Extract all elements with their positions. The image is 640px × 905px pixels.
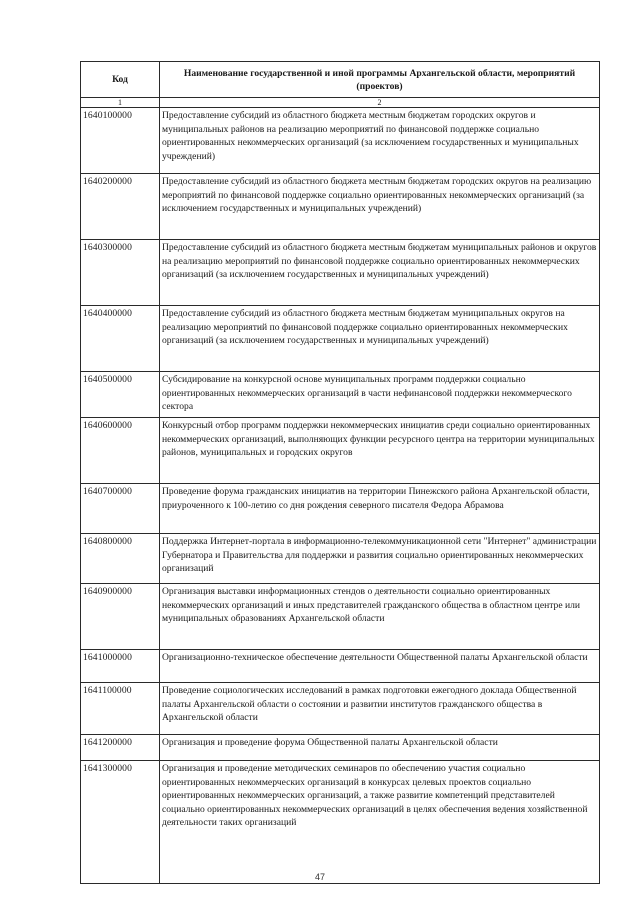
row-code: 1640800000 (81, 534, 160, 584)
row-code: 1641000000 (81, 650, 160, 683)
table-row (81, 683, 600, 735)
row-name: Субсидирование на конкурсной основе муниципальных программ поддержки социально ориентированных некоммерческих организаций в части нефинансовой поддержки некоммерческого сектора (160, 372, 600, 418)
table-row (81, 584, 600, 650)
table-row (81, 735, 600, 761)
row-code: 1640900000 (81, 584, 160, 650)
row-code: 1640400000 (81, 306, 160, 372)
row-code: 1640600000 (81, 418, 160, 484)
row-name: Организация и проведение форума Общественной палаты Архангельской области (160, 735, 600, 761)
row-name: Предоставление субсидий из областного бюджета местным бюджетам муниципальных округов на реализацию мероприятий по финансовой поддержке социально ориентированных некоммерческих организаций (за исключением государственных и муниципальных учреждений) (160, 306, 600, 372)
row-name: Поддержка Интернет-портала в информационно-телекоммуникационной сети "Интернет" администрации Губернатора и Правительства для поддержки и развития социально ориентированных некоммерческих организаций (160, 534, 600, 584)
program-table (80, 61, 600, 884)
column-number-2: 2 (160, 98, 600, 108)
table-row (81, 650, 600, 683)
table-row (81, 534, 600, 584)
row-code: 1640700000 (81, 484, 160, 534)
header-code: Код (81, 62, 160, 98)
row-code: 1641100000 (81, 683, 160, 735)
table-row (81, 174, 600, 240)
table-row (81, 418, 600, 484)
row-name: Проведение социологических исследований в рамках подготовки ежегодного доклада Общественной палаты Архангельской области о состоянии и развитии институтов гражданского общества в Архангельской области (160, 683, 600, 735)
page-number: 47 (314, 872, 325, 882)
row-code: 1640500000 (81, 372, 160, 418)
row-name: Организационно-техническое обеспечение деятельности Общественной палаты Архангельской области (160, 650, 600, 683)
row-code: 1640100000 (81, 108, 160, 174)
row-code: 1641200000 (81, 735, 160, 761)
header-name: Наименование государственной и иной программы Архангельской области, мероприятий (проектов) (160, 62, 600, 98)
row-code: 1640200000 (81, 174, 160, 240)
table-row (81, 372, 600, 418)
table-header-row (81, 62, 600, 98)
table-row (81, 108, 600, 174)
column-number-1: 1 (81, 98, 160, 108)
column-number-row (81, 98, 600, 108)
table-body (81, 108, 600, 884)
table-row (81, 761, 600, 884)
row-name: Организация и проведение методических семинаров по обеспечению участия социально ориентированных некоммерческих организаций в конкурсах целевых проектов социально ориентированных некоммерческих организаций, а также развитие компетенций представителей социально ориентированных некоммерческих организаций в целях обеспечения ведения хозяйственной деятельности таких организаций (160, 761, 600, 884)
row-name: Предоставление субсидий из областного бюджета местным бюджетам городских округов на реализацию мероприятий по финансовой поддержке социально ориентированных некоммерческих организаций (за исключением государственных и муниципальных учреждений) (160, 174, 600, 240)
row-name: Конкурсный отбор программ поддержки некоммерческих инициатив среди социально ориентированных некоммерческих организаций, выполняющих функции ресурсного центра на территории муниципальных районов, муниципальных и городских округов (160, 418, 600, 484)
row-name: Предоставление субсидий из областного бюджета местным бюджетам городских округов и муниципальных районов на реализацию мероприятий по финансовой поддержке социально ориентированных некоммерческих организаций (за исключением государственных и муниципальных учреждений) (160, 108, 600, 174)
row-name: Предоставление субсидий из областного бюджета местным бюджетам муниципальных районов и округов на реализацию мероприятий по финансовой поддержке социально ориентированных некоммерческих организаций (за исключением государственных и муниципальных учреждений) (160, 240, 600, 306)
row-name: Организация выставки информационных стендов о деятельности социально ориентированных некоммерческих организаций и иных представителей гражданского общества в областном центре или муниципальных образованиях Архангельской области (160, 584, 600, 650)
table-row (81, 240, 600, 306)
row-code: 1640300000 (81, 240, 160, 306)
row-code: 1641300000 (81, 761, 160, 884)
table-row (81, 484, 600, 534)
row-name: Проведение форума гражданских инициатив на территории Пинежского района Архангельской области, приуроченного к 100-летию со дня рождения северного писателя Федора Абрамова (160, 484, 600, 534)
table-row (81, 306, 600, 372)
